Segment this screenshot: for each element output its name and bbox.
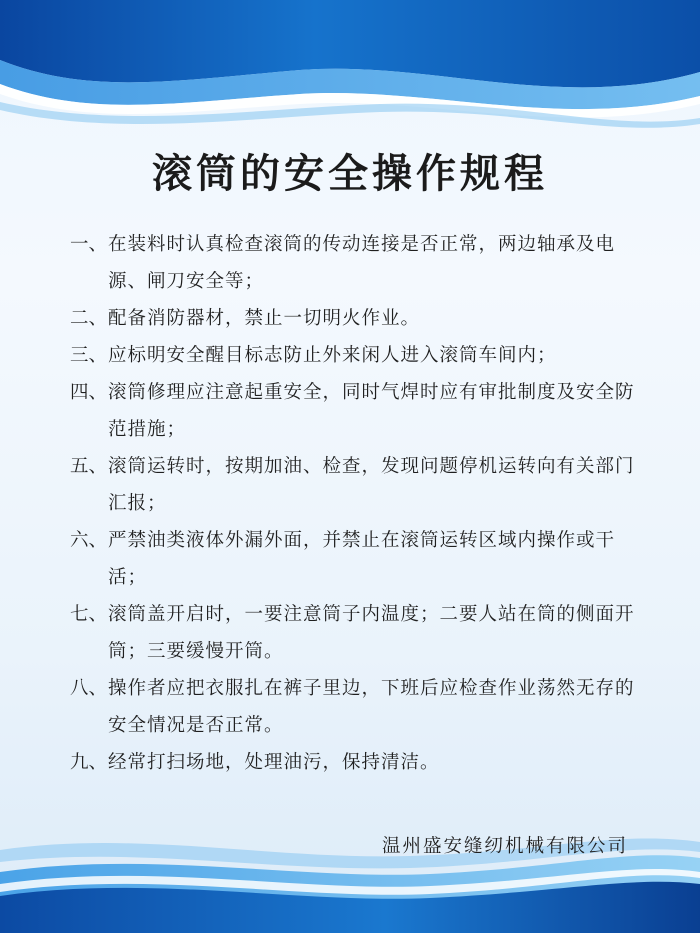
rule-text: 操作者应把衣服扎在裤子里边，下班后应检查作业荡然无存的安全情况是否正常。 [108, 678, 635, 736]
rule-number: 四、 [70, 382, 108, 403]
rule-text: 配备消防器材，禁止一切明火作业。 [108, 308, 421, 329]
rule-item [70, 744, 650, 781]
rule-number: 九、 [70, 752, 108, 773]
rule-number: 五、 [70, 456, 108, 477]
rule-item [70, 448, 650, 522]
rule-text: 滚筒修理应注意起重安全，同时气焊时应有审批制度及安全防范措施； [108, 382, 635, 440]
rule-item [70, 596, 650, 670]
rule-item [70, 337, 650, 374]
rule-text: 经常打扫场地，处理油污，保持清洁。 [108, 752, 440, 773]
rule-item [70, 300, 650, 337]
rule-number: 三、 [70, 345, 108, 366]
page-title: 滚筒的安全操作规程 [152, 151, 548, 197]
rule-text: 在装料时认真检查滚筒的传动连接是否正常，两边轴承及电源、闸刀安全等； [108, 234, 616, 292]
company-name: 温州盛安缝纫机械有限公司 [381, 836, 628, 857]
rule-number: 六、 [70, 530, 108, 551]
rule-number: 一、 [70, 234, 108, 255]
rule-text: 应标明安全醒目标志防止外来闲人进入滚筒车间内； [108, 345, 557, 366]
rule-number: 八、 [70, 678, 108, 699]
rule-number: 二、 [70, 308, 108, 329]
rule-item [70, 522, 650, 596]
rule-text: 滚筒运转时，按期加油、检查，发现问题停机运转向有关部门汇报； [108, 456, 635, 514]
rules-list [70, 226, 650, 781]
rule-item [70, 374, 650, 448]
rule-number: 七、 [70, 604, 108, 625]
rule-item [70, 226, 650, 300]
rule-text: 滚筒盖开启时，一要注意筒子内温度；二要人站在筒的侧面开筒；三要缓慢开筒。 [108, 604, 635, 662]
rule-item [70, 670, 650, 744]
rule-text: 严禁油类液体外漏外面，并禁止在滚筒运转区域内操作或干活； [108, 530, 616, 588]
